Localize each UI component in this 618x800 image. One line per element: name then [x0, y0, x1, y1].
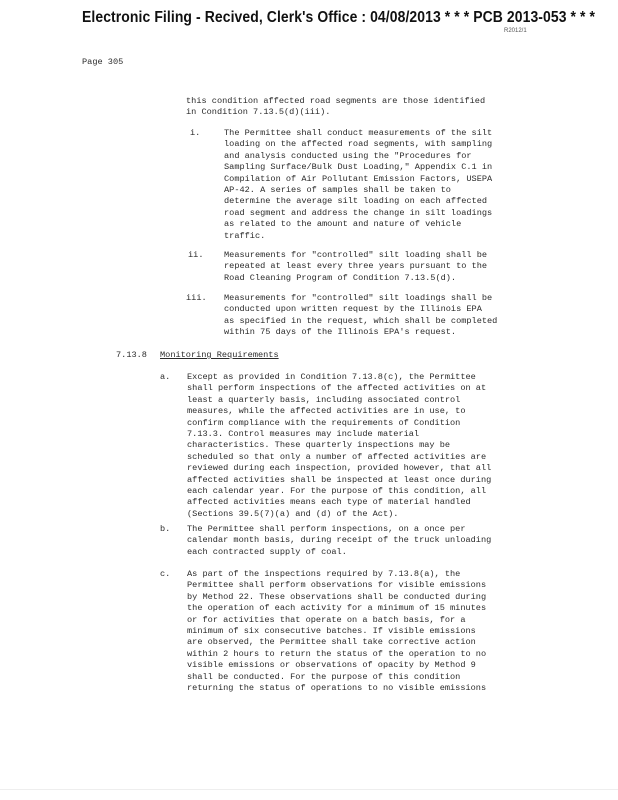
item-label-a: a.: [160, 372, 171, 382]
text-line: traffic.: [224, 230, 266, 241]
section-title: Monitoring Requirements: [160, 350, 279, 360]
text-line: within 2 hours to return the status of the operation to no: [187, 648, 487, 659]
text-line: by Method 22. These observations shall be conducted during: [187, 591, 487, 602]
text-line: minimum of six consecutive batches. If visible emissions: [187, 626, 476, 637]
text-line: as specified in the request, which shall be completed: [224, 315, 498, 326]
text-line: Measurements for "controlled" silt loading shall be: [224, 250, 488, 260]
text-line: affected activities shall be inspected at least once during: [187, 474, 492, 485]
text-line: Except as provided in Condition 7.13.8(c), the Permittee: [187, 372, 476, 382]
text-line: are observed, the Permittee shall take corrective action: [187, 637, 476, 648]
text-line: each contracted supply of coal.: [187, 546, 347, 557]
text-line: Road Cleaning Program of Condition 7.13.5(d).: [224, 272, 457, 283]
page-bottom-edge: [0, 789, 618, 790]
item-ii-paragraph: [224, 250, 487, 284]
item-label-c: c.: [160, 569, 171, 579]
electronic-filing-stamp: Electronic Filing - Recived, Clerk's Office : 04/08/2013 * * * PCB 2013-053 * * *: [82, 9, 596, 26]
text-line: and analysis conducted using the "Procedures for: [224, 150, 472, 161]
item-b-paragraph: [187, 524, 491, 558]
text-line: affected activities means each type of material handled: [187, 497, 471, 508]
text-line: The Permittee shall conduct measurements of the silt: [224, 128, 493, 138]
text-line: each calendar year. For the purpose of this condition, all: [187, 486, 487, 497]
text-line: calendar month basis, during receipt of the truck unloading: [187, 535, 492, 546]
text-line: Permittee shall perform observations for visible emissions: [187, 580, 487, 591]
item-i-paragraph: [224, 128, 492, 242]
text-line: determine the average silt loading on each affected: [224, 196, 488, 207]
item-label-b: b.: [160, 524, 171, 534]
item-label-i: i.: [190, 128, 201, 138]
text-line: reviewed during each inspection, provided however, that all: [187, 463, 492, 474]
item-a-paragraph: [187, 372, 491, 520]
text-line: repeated at least every three years pursuant to the: [224, 261, 488, 272]
text-line: shall be conducted. For the purpose of this condition: [187, 671, 461, 682]
text-line: Measurements for "controlled" silt loadings shall be: [224, 293, 493, 303]
text-line: road segment and address the change in silt loadings: [224, 207, 493, 218]
text-line: least a quarterly basis, including associated control: [187, 394, 461, 405]
text-line: visible emissions or observations of opacity by Method 9: [187, 660, 476, 671]
text-line: The Permittee shall perform inspections, on a once per: [187, 524, 466, 534]
text-line: (Sections 39.5(7)(a) and (d) of the Act).: [187, 508, 399, 519]
section-number: 7.13.8: [116, 350, 147, 360]
text-line: confirm compliance with the requirements of Condition: [187, 417, 461, 428]
item-label-iii: iii.: [186, 293, 207, 303]
text-line: shall perform inspections of the affected activities on at: [187, 383, 487, 394]
text-line: as related to the amount and nature of vehicle: [224, 219, 462, 230]
text-line: or for activities that operate on a batch basis, for a: [187, 614, 466, 625]
stamp-code: R2012/1: [504, 28, 527, 34]
text-line: the operation of each activity for a minimum of 15 minutes: [187, 603, 487, 614]
text-line: As part of the inspections required by 7.13.8(a), the: [187, 569, 461, 579]
item-iii-paragraph: [224, 293, 497, 339]
text-line: measures, while the affected activities are in use, to: [187, 406, 466, 417]
text-line: within 75 days of the Illinois EPA's request.: [224, 327, 457, 338]
text-line: Compilation of Air Pollutant Emission Factors, USEPA: [224, 173, 493, 184]
text-line: in Condition 7.13.5(d)(iii).: [186, 107, 331, 118]
item-label-ii: ii.: [188, 250, 204, 260]
text-line: scheduled so that only a number of affected activities are: [187, 451, 487, 462]
text-line: returning the status of operations to no visible emissions: [187, 683, 487, 694]
text-line: loading on the affected road segments, with sampling: [224, 139, 493, 150]
text-line: Sampling Surface/Bulk Dust Loading," Appendix C.1 in: [224, 162, 493, 173]
item-c-paragraph: [187, 569, 486, 694]
text-line: conducted upon written request by the Illinois EPA: [224, 304, 482, 315]
text-line: this condition affected road segments are those identified: [186, 96, 486, 106]
page-number: Page 305: [82, 57, 124, 67]
intro-paragraph: [186, 96, 485, 119]
text-line: characteristics. These quarterly inspections may be: [187, 440, 451, 451]
text-line: 7.13.3. Control measures may include material: [187, 429, 420, 440]
text-line: AP-42. A series of samples shall be taken to: [224, 185, 451, 196]
